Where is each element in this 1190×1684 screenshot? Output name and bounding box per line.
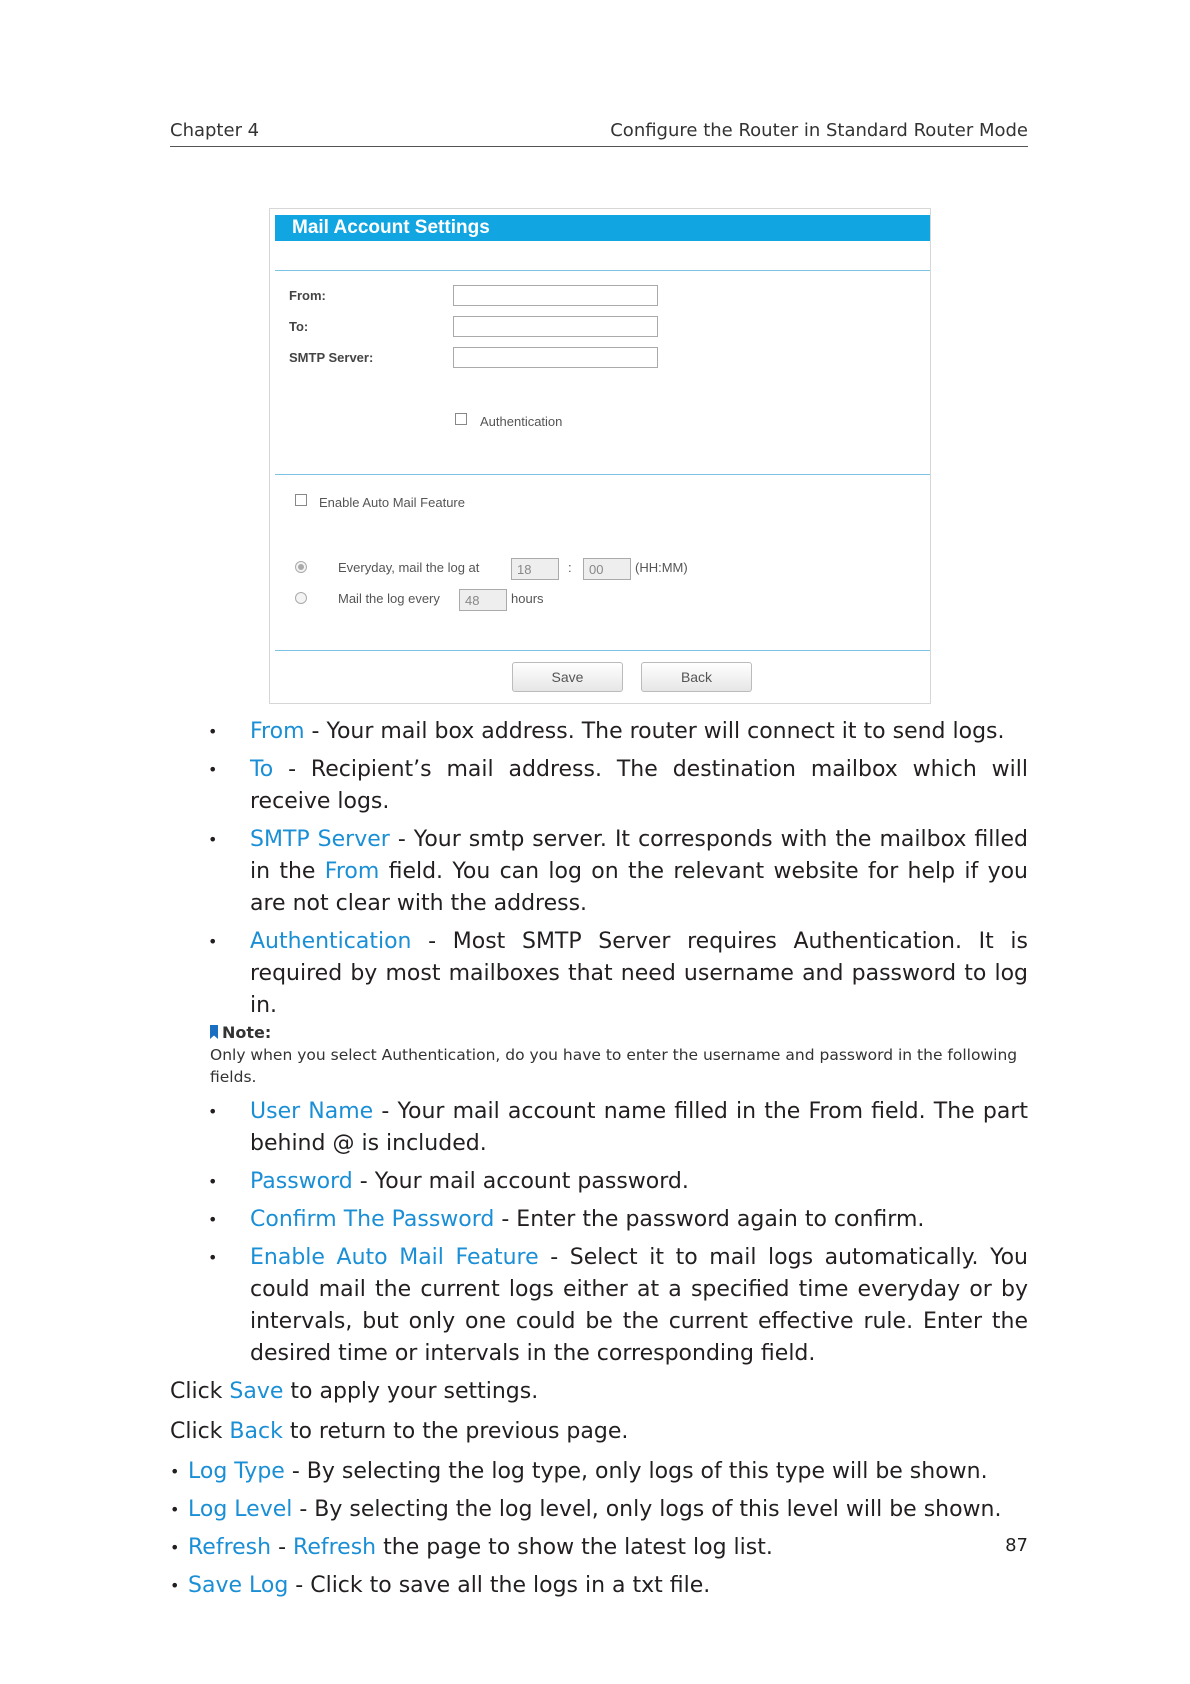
minute-input[interactable]: 00 (583, 558, 631, 580)
description: - Click to save all the logs in a txt file. (288, 1573, 711, 1598)
description: the page to show the latest log list. (376, 1535, 773, 1560)
term: To (250, 757, 274, 782)
term: Save (229, 1379, 284, 1404)
panel-title: Mail Account Settings (275, 215, 930, 241)
divider (275, 474, 930, 475)
hour-input[interactable]: 18 (511, 558, 559, 580)
enable-auto-mail-label: Enable Auto Mail Feature (319, 495, 465, 510)
text: Click (170, 1419, 230, 1444)
everyday-radio[interactable] (295, 561, 307, 573)
from-input[interactable] (453, 285, 658, 306)
smtp-server-input[interactable] (453, 347, 658, 368)
divider (275, 270, 930, 271)
description: - Your mail account name filled in the From field. The part behind @ is included. (250, 1099, 1028, 1156)
paragraph (170, 1376, 1028, 1408)
list-item (170, 754, 1028, 818)
list-item (170, 824, 1028, 920)
term: User Name (250, 1099, 374, 1124)
interval-input[interactable]: 48 (459, 589, 507, 611)
text: Click (170, 1379, 230, 1404)
paragraph (170, 1416, 1028, 1448)
interval-label: Mail the log every (338, 591, 440, 606)
note-label: Note: (222, 1023, 272, 1042)
hours-label: hours (511, 591, 544, 606)
save-button[interactable]: Save (512, 662, 623, 692)
authentication-checkbox[interactable] (455, 413, 467, 425)
text: to apply your settings. (283, 1379, 539, 1404)
description: - Your smtp server. It corresponds with the mailbox filled in the (250, 827, 1028, 884)
description: - Your mail account password. (352, 1169, 689, 1194)
description: field. You can log on the relevant website for help if you are not clear with the address. (250, 859, 1028, 916)
list-item (170, 1494, 1028, 1526)
term: Log Type (188, 1459, 285, 1484)
time-format-label: (HH:MM) (635, 560, 688, 575)
interval-radio[interactable] (295, 592, 307, 604)
term: Back (229, 1419, 283, 1444)
list-item (170, 1570, 1028, 1602)
enable-auto-mail-checkbox[interactable] (295, 494, 307, 506)
term: Authentication (250, 929, 412, 954)
list-item (170, 926, 1028, 1022)
term: From (324, 859, 380, 884)
term: Refresh (293, 1535, 377, 1560)
bookmark-icon (210, 1025, 218, 1039)
authentication-label: Authentication (480, 414, 563, 429)
term: SMTP Server (250, 827, 390, 852)
list-item (170, 1242, 1028, 1370)
term: Confirm The Password (250, 1207, 495, 1232)
chapter-title: Configure the Router in Standard Router Mode (610, 120, 1028, 141)
term: Save Log (188, 1573, 289, 1598)
smtp-server-label: SMTP Server: (289, 350, 374, 365)
divider (275, 650, 930, 651)
list-item (170, 1456, 1028, 1488)
to-label: To: (289, 319, 309, 334)
from-label: From: (289, 288, 326, 303)
list-item (170, 1166, 1028, 1198)
mail-account-settings-screenshot (269, 208, 931, 704)
description: - Enter the password again to confirm. (494, 1207, 925, 1232)
page-number: 87 (1005, 1535, 1028, 1556)
description: - Select it to mail logs automatically. You could mail the current logs either at a specified time everyday or by intervals, but only one could be the current effective rule. Enter the desired time or intervals in the corresponding field. (250, 1245, 1028, 1366)
chapter-label: Chapter 4 (170, 120, 260, 141)
list-item (170, 1532, 1028, 1564)
list-item (170, 716, 1028, 748)
description: - By selecting the log level, only logs of this level will be shown. (292, 1497, 1002, 1522)
description: - Most SMTP Server requires Authentication. It is required by most mailboxes that need username and password to log in. (250, 929, 1028, 1018)
to-input[interactable] (453, 316, 658, 337)
list-item (170, 1096, 1028, 1160)
description: - By selecting the log type, only logs of this type will be shown. (284, 1459, 988, 1484)
term: From (250, 719, 305, 744)
body-text (170, 716, 1028, 1608)
everyday-label: Everyday, mail the log at (338, 560, 480, 575)
header-divider (170, 146, 1028, 147)
description: - Your mail box address. The router will connect it to send logs. (304, 719, 1005, 744)
note (210, 1022, 1030, 1088)
back-button[interactable]: Back (641, 662, 752, 692)
list-item (170, 1204, 1028, 1236)
text: to return to the previous page. (282, 1419, 629, 1444)
note-text: Only when you select Authentication, do you have to enter the username and password in the following fields. (210, 1046, 1018, 1086)
term: Log Level (188, 1497, 293, 1522)
description: - Recipient’s mail address. The destination mailbox which will receive logs. (250, 757, 1028, 814)
description: - (271, 1535, 294, 1560)
time-colon: : (568, 560, 572, 575)
term: Refresh (188, 1535, 272, 1560)
term: Password (250, 1169, 353, 1194)
term: Enable Auto Mail Feature (250, 1245, 539, 1270)
